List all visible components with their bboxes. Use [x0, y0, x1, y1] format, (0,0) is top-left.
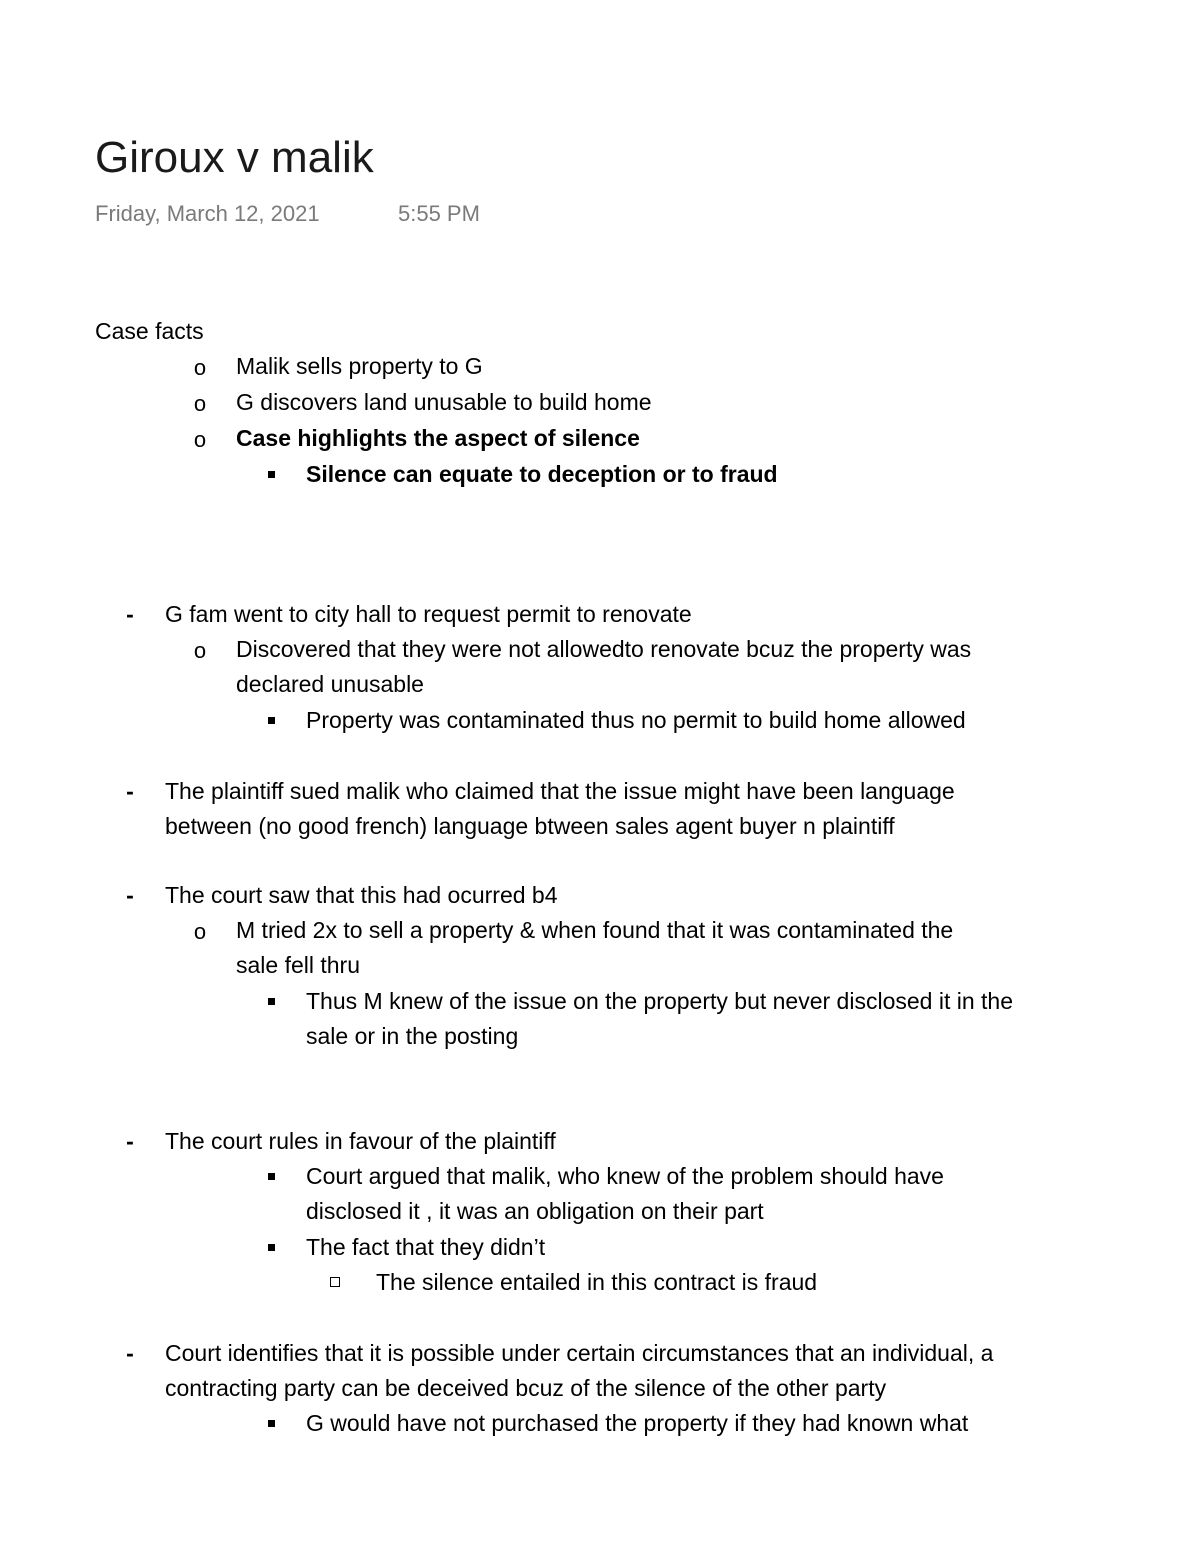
list-item-line: M tried 2x to sell a property & when found that it was contaminated the: [236, 917, 954, 943]
square-bullet-icon: [268, 998, 275, 1005]
hollow-square-bullet-icon: [330, 1277, 340, 1287]
note-date: Friday, March 12, 2021: [95, 201, 320, 226]
list-item-line: sale or in the posting: [306, 1023, 519, 1049]
list-item: G would have not purchased the property if they had known what: [306, 1410, 969, 1436]
list-item: G fam went to city hall to request permit to renovate: [165, 601, 692, 627]
list-item-line: declared unusable: [236, 671, 424, 697]
list-item-line: Court identifies that it is possible under certain circumstances that an individual, a: [165, 1340, 994, 1366]
list-item-line: The plaintiff sued malik who claimed that the issue might have been language: [165, 778, 955, 804]
square-bullet-icon: [268, 717, 275, 724]
circle-bullet-icon: o: [193, 427, 207, 452]
dash-bullet-icon: -: [126, 778, 134, 804]
square-bullet-icon: [268, 1244, 275, 1251]
dash-bullet-icon: -: [126, 1340, 134, 1366]
list-item: Malik sells property to G: [236, 353, 483, 379]
circle-bullet-icon: o: [193, 391, 207, 416]
list-item: Silence can equate to deception or to fraud: [306, 461, 778, 487]
list-item-line: between (no good french) language btween sales agent buyer n plaintiff: [165, 813, 895, 839]
list-item-line: Thus M knew of the issue on the property but never disclosed it in the: [306, 988, 1013, 1014]
list-item: The court saw that this had ocurred b4: [165, 882, 558, 908]
list-item: Property was contaminated thus no permit to build home allowed: [306, 707, 966, 733]
square-bullet-icon: [268, 1173, 275, 1180]
list-item-line: disclosed it , it was an obligation on their part: [306, 1198, 764, 1224]
list-item: Case highlights the aspect of silence: [236, 425, 640, 451]
list-item: The silence entailed in this contract is fraud: [376, 1269, 818, 1295]
square-bullet-icon: [268, 1420, 275, 1427]
case-facts-heading: Case facts: [95, 318, 204, 344]
dash-bullet-icon: -: [126, 882, 134, 908]
note-time: 5:55 PM: [398, 201, 480, 226]
list-item-line: Discovered that they were not allowedto renovate bcuz the property was: [236, 636, 972, 662]
circle-bullet-icon: o: [193, 919, 207, 944]
list-item: The court rules in favour of the plaintiff: [165, 1128, 556, 1154]
list-item: The fact that they didn’t: [306, 1234, 546, 1260]
circle-bullet-icon: o: [193, 638, 207, 663]
dash-bullet-icon: -: [126, 601, 134, 627]
circle-bullet-icon: o: [193, 355, 207, 380]
list-item-line: Court argued that malik, who knew of the problem should have: [306, 1163, 944, 1189]
list-item-line: sale fell thru: [236, 952, 361, 978]
square-bullet-icon: [268, 471, 275, 478]
list-item: G discovers land unusable to build home: [236, 389, 652, 415]
dash-bullet-icon: -: [126, 1128, 134, 1154]
page-title: Giroux v malik: [95, 133, 374, 182]
list-item-line: contracting party can be deceived bcuz of the silence of the other party: [165, 1375, 887, 1401]
